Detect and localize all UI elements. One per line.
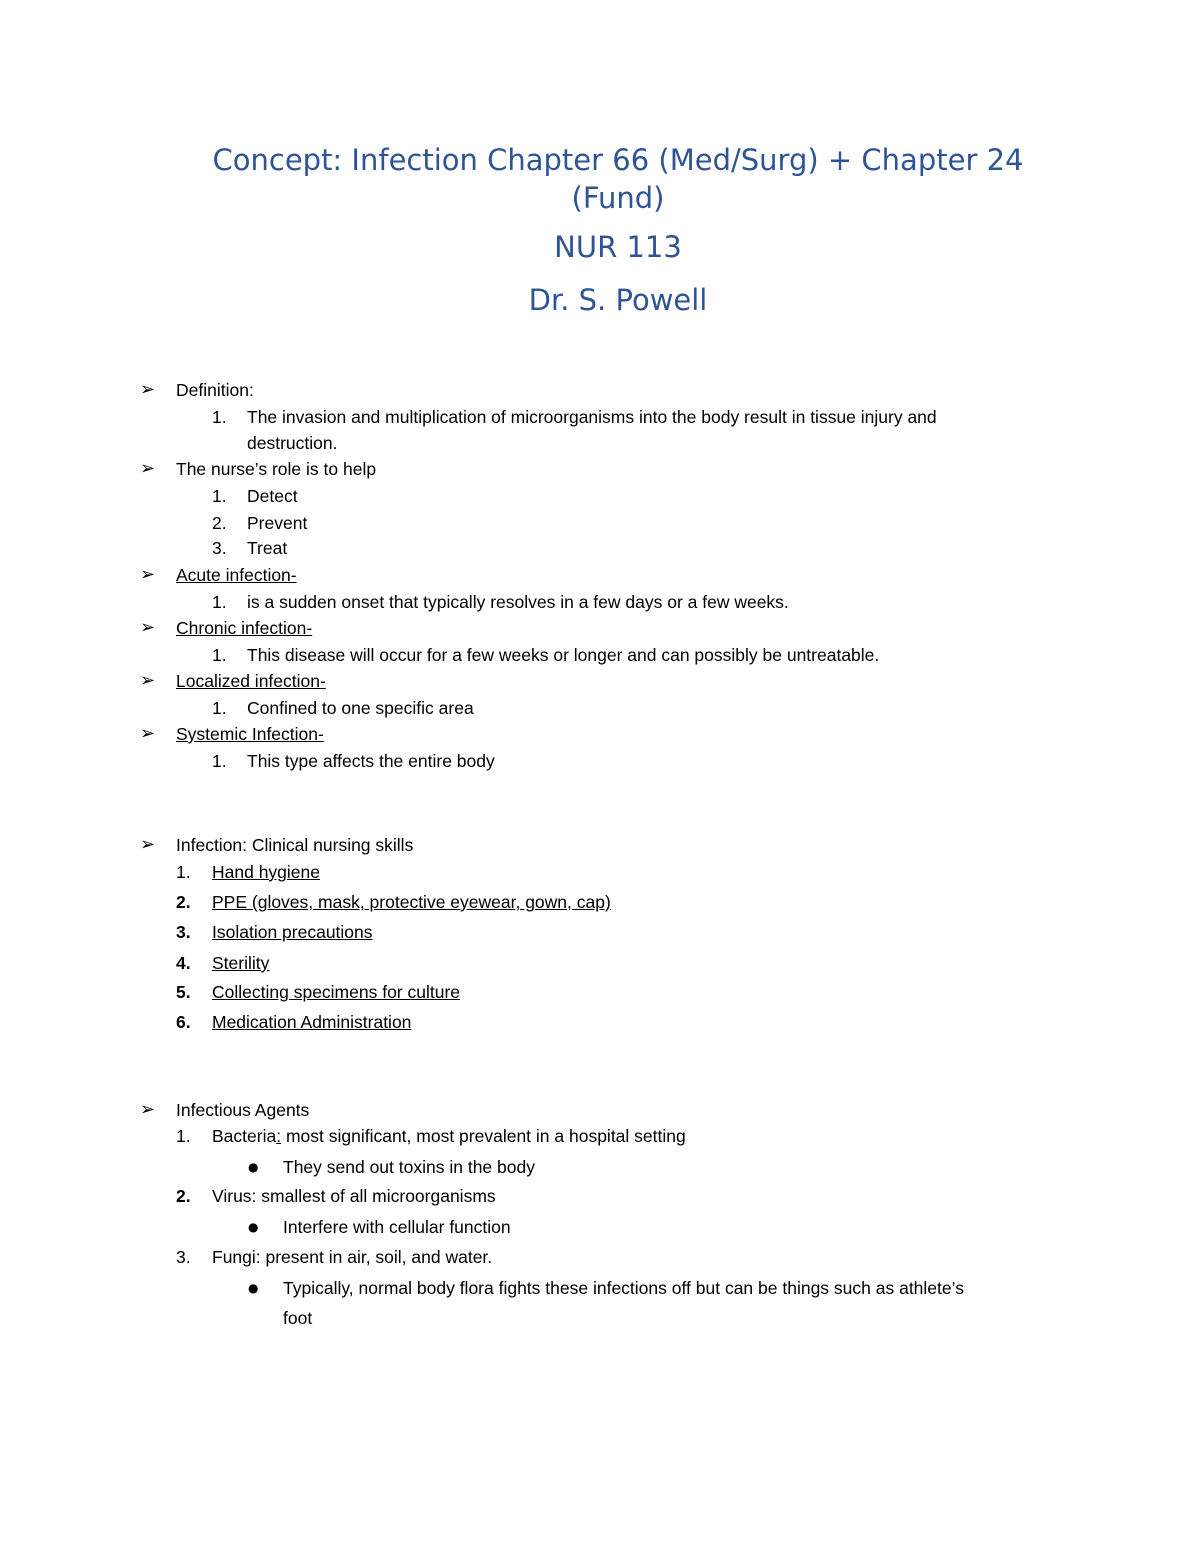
systemic-infection-heading: Systemic Infection- (176, 724, 324, 744)
list-number: 1. (212, 592, 227, 612)
agent-label: Bacteria (212, 1126, 277, 1146)
list-number: 2. (176, 1186, 191, 1206)
definition-heading: Definition: (176, 380, 254, 400)
list-number: 1. (212, 698, 227, 718)
list-item: Prevent (247, 513, 308, 533)
list-number: 4. (176, 953, 191, 973)
agent-fungi: Fungi: present in air, soil, and water. (212, 1247, 493, 1267)
list-item: Detect (247, 486, 298, 506)
arrowhead-icon: ➢ (140, 670, 156, 691)
list-number: 1. (212, 645, 227, 665)
list-number: 3. (176, 1247, 191, 1267)
list-number: 3. (212, 538, 227, 558)
title-line-2: (Fund) (571, 181, 665, 215)
bullet-dot-icon: ● (248, 1160, 259, 1174)
localized-infection-heading: Localized infection- (176, 671, 326, 691)
nurse-role-heading: The nurse’s role is to help (176, 459, 377, 479)
list-number: 1. (176, 1126, 191, 1146)
definition-text-line-1: The invasion and multiplication of microorganisms into the body result in tissue injury and (247, 407, 937, 427)
list-number: 1. (212, 407, 227, 427)
list-number: 1. (176, 862, 191, 882)
arrowhead-icon: ➢ (140, 379, 156, 400)
agent-bullet-text: Interfere with cellular function (283, 1217, 511, 1237)
agent-bullet-text-line-1: Typically, normal body flora fights these infections off but can be things such as athlete’s (283, 1278, 964, 1298)
arrowhead-icon: ➢ (140, 834, 156, 855)
course-code: NUR 113 (554, 230, 682, 264)
chronic-infection-text: This disease will occur for a few weeks or longer and can possibly be untreatable. (247, 645, 880, 665)
skills-heading: Infection: Clinical nursing skills (176, 835, 414, 855)
agent-bullet-text-line-2: foot (283, 1308, 313, 1328)
definition-text-line-2: destruction. (247, 433, 338, 453)
title-line-1: Concept: Infection Chapter 66 (Med/Surg) + Chapter 24 (212, 143, 1024, 177)
agent-description: most significant, most prevalent in a hospital setting (281, 1126, 686, 1146)
agent-bacteria (212, 1125, 686, 1147)
agent-virus: Virus: smallest of all microorganisms (212, 1186, 496, 1206)
arrowhead-icon: ➢ (140, 458, 156, 479)
arrowhead-icon: ➢ (140, 617, 156, 638)
acute-infection-text: is a sudden onset that typically resolves in a few days or a few weeks. (247, 592, 789, 612)
skill-item: Sterility (212, 953, 270, 973)
localized-infection-text: Confined to one specific area (247, 698, 474, 718)
list-number: 2. (176, 892, 191, 912)
chronic-infection-heading: Chronic infection- (176, 618, 313, 638)
list-number: 6. (176, 1012, 191, 1032)
skill-item: PPE (gloves, mask, protective eyewear, gown, cap) (212, 892, 611, 912)
skill-item: Medication Administration (212, 1012, 412, 1032)
acute-infection-heading: Acute infection- (176, 565, 297, 585)
list-number: 3. (176, 922, 191, 942)
list-item: Treat (247, 538, 288, 558)
agents-heading: Infectious Agents (176, 1100, 310, 1120)
arrowhead-icon: ➢ (140, 1099, 156, 1120)
systemic-infection-text: This type affects the entire body (247, 751, 495, 771)
skill-item: Isolation precautions (212, 922, 373, 942)
bullet-dot-icon: ● (248, 1220, 259, 1234)
skill-item: Collecting specimens for culture (212, 982, 461, 1002)
list-number: 1. (212, 751, 227, 771)
list-number: 2. (212, 513, 227, 533)
arrowhead-icon: ➢ (140, 564, 156, 585)
document-title (100, 141, 1136, 217)
skill-item: Hand hygiene (212, 862, 320, 882)
bullet-dot-icon: ● (248, 1281, 259, 1295)
agent-colon: : (276, 1126, 282, 1146)
agent-bullet-text: They send out toxins in the body (283, 1157, 535, 1177)
list-number: 1. (212, 486, 227, 506)
instructor-name: Dr. S. Powell (528, 283, 708, 317)
list-number: 5. (176, 982, 191, 1002)
arrowhead-icon: ➢ (140, 723, 156, 744)
